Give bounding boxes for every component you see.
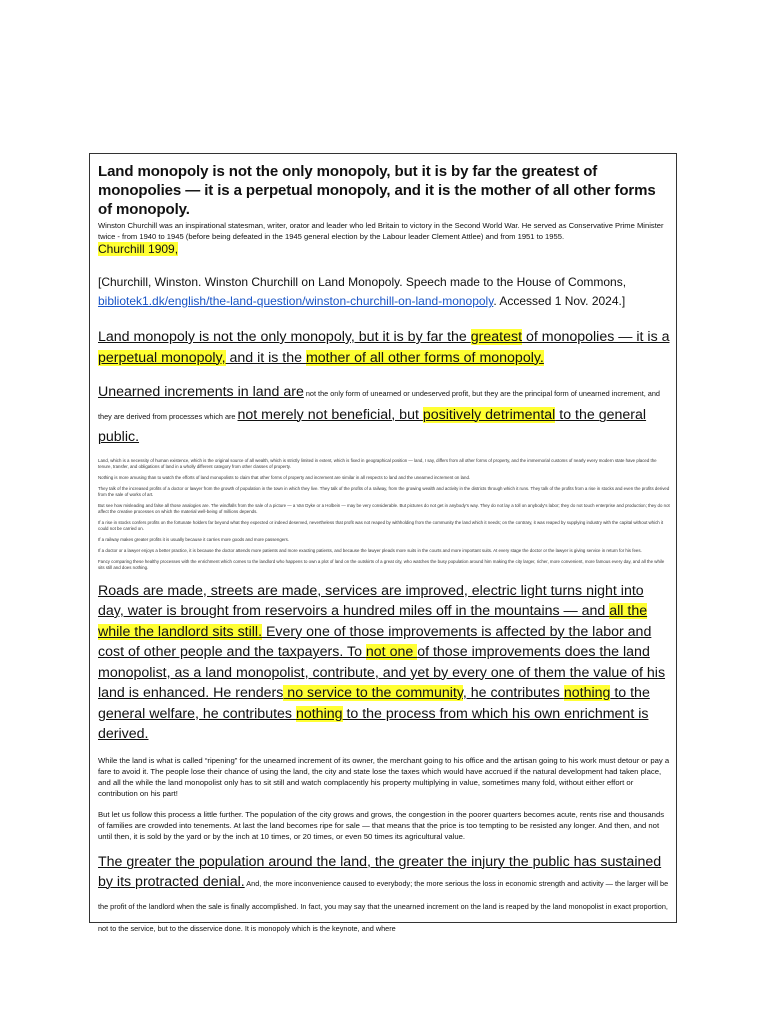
roads-text-e: to the general welfare, he contributes <box>98 685 650 722</box>
fine-print-paragraph: If a railway makes greater profits it is usually because it carries more goods and more passengers. <box>98 536 290 542</box>
highlight-nothing-1: nothing <box>563 685 611 701</box>
attribution <box>98 242 670 257</box>
quote1-text-c: and it is the <box>225 349 306 366</box>
fine-print-paragraph: They talk of the increased profits of a doctor or lawyer from the growth of population in the town in which they live. They talk of the profits of a railway, from the growing wealth and activity in the districts through which it runs. They talk of the profits from a rise in stocks and even the profits derived from the sale of works of art. <box>98 485 670 497</box>
highlight-perpetual-monopoly: perpetual monopoly, <box>98 349 226 366</box>
citation-link[interactable]: bibliotek1.dk/english/the-land-question/winston-churchill-on-land-monopoly <box>98 294 494 308</box>
author-bio: Winston Churchill was an inspirational statesman, writer, orator and leader who led Britain to victory in the Second World War. He served as Conservative Prime Minister twice - from 1940 to 1945 (before being defeated in the 1945 general election by the Labour leader Clement Attlee) and from 1951 to 1955. <box>98 221 664 241</box>
highlight-positively-detrimental: positively detrimental <box>422 406 556 423</box>
quote2-big-c: to the general public. <box>98 406 647 445</box>
highlight-no-service: no service to the community <box>283 685 463 701</box>
roads-text-d: , he contributes <box>462 685 564 701</box>
quote2-small: not the only form of unearned or undeserved profit, but they are the principal form of unearned increment, and they are derived from processes which are <box>98 389 660 421</box>
citation-text-after: . Accessed 1 Nov. 2024.] <box>493 294 626 308</box>
body-paragraph-process: But let us follow this process a little further. The population of the city grows and grows, the congestion in the poorer quarters becomes acute, rents rise and thousands of families are crowded into tenements. At last the land becomes ripe for sale — that means that the price is too tempting to be resisted any longer. And then, and not until then, it is sold by the yard or by the inch at 10 times, or 20 times, or even 50 times its agricultural value. <box>98 809 665 841</box>
attribution-highlight: Churchill 1909, <box>98 242 179 256</box>
quote2-big-b: not merely not beneficial, but <box>237 406 423 423</box>
fine-print-paragraph: But see how misleading and false all those analogies are. The windfalls from the sale of a picture — a Van Dyke or a Holbein — may be very considerable. But pictures do not get in anybody's way. They do not lay a toll on anybody's labor; they do not touch enterprise and production; they do not affect the creative processes on which the material well-being of millions depends. <box>98 502 670 514</box>
roads-text-a: Roads are made, streets are made, services are improved, electric light turns night into day, water is brought from reservoirs a hundred miles off in the mountains — and <box>98 582 644 619</box>
fine-print-paragraph: If a doctor or a lawyer enjoys a better practice, it is because the doctor attends more patients and more exacting patients, and because the lawyer pleads more suits in the courts and more important suits. At every stage the doctor or the lawyer is giving service in return for his fees. <box>98 547 642 553</box>
document-content <box>98 162 670 940</box>
highlight-not-one: not one <box>365 644 418 660</box>
body-paragraph-ripening: While the land is what is called “ripening” for the unearned increment of its owner, the merchant going to his office and the artisan going to his work must detour or pay a fare to avoid it. The people lose their chance of using the land, the city and state lose the taxes which would have accrued if the natural development had taken place, and all the while the land monopolist only has to sit still and watch complacently his property multiplying in value, sometimes many fold, without either effort or contribution on his part! <box>98 755 670 798</box>
quote-greater-population <box>98 852 670 940</box>
citation <box>98 273 670 311</box>
roads-text-b: Every one of those improvements is affected by the labor and cost of other people and the taxpayers. To <box>98 623 652 660</box>
final-big-text: The greater the population around the land, the greater the injury the public has sustained by its protracted denial. <box>98 853 662 890</box>
fine-print-section <box>98 458 670 571</box>
highlight-landlord-sits-still: all the while the landlord sits still. <box>98 603 648 640</box>
quote-roads-are-made <box>98 581 670 745</box>
document-page <box>89 153 677 933</box>
quote-title: Land monopoly is not the only monopoly, but it is by far the greatest of monopolies — it is a perpetual monopoly, and it is the mother of all other forms of monopoly. <box>98 163 656 218</box>
roads-text-f: to the process from which his own enrichment is derived. <box>98 705 649 742</box>
final-small-text: And, the more inconvenience caused to everybody; the more serious the loss in economic strength and activity — the larger will be the profit of the landlord when the sale is finally accomplished. In fact, you may say that the unearned increment on the land is reaped by the land monopolist in exact proportion, not to the service, but to the disservice done. It is monopoly which is the keynote, and where <box>98 879 669 933</box>
quote2-big-a: Unearned increments in land are <box>98 384 304 400</box>
fine-print-paragraph: If a rise in stocks confers profits on the fortunate holders far beyond what they expected or indeed deserved, nevertheless that profit was not reaped by withholding from the community the land which it needs; on the contrary, it was reaped by supplying industry with the capital without which it could not be carried on. <box>98 519 664 531</box>
highlight-greatest: greatest <box>470 329 523 345</box>
quote-unearned-increments <box>98 382 670 448</box>
citation-text-before: [Churchill, Winston. Winston Churchill on Land Monopoly. Speech made to the House of Commons, <box>98 275 627 289</box>
roads-text-c: of those improvements does the land monopolist, as a land monopolist, contribute, and yet by every one of them the value of his land is enhanced. He renders <box>98 644 666 701</box>
highlight-mother-of-monopoly: mother of all other forms of monopoly. <box>305 349 544 366</box>
quote1-text-b: of monopolies — it is a <box>522 329 670 345</box>
highlight-nothing-2: nothing <box>295 705 343 722</box>
fine-print-paragraph: Nothing is more amusing than to watch the efforts of land monopolists to claim that other forms of property and increment are similar in all respects to land and the unearned increment on land. <box>98 474 471 480</box>
fine-print-paragraph: Land, which is a necessity of human existence, which is the original source of all wealth, which is strictly limited in extent, which is fixed in geographical position — land, I say, differs from all other forms of property, and the immemorial customs of nearly every modern state have placed the tenure, transfer, and obligations of land in a wholly different category from other classes of property. <box>98 457 657 469</box>
fine-print-paragraph: Fancy comparing these healthy processes with the enrichment which comes to the landlord who happens to own a plot of land on the outskirts of a great city, who watches the busy population around him making the city larger, richer, more convenient, more famous every day, and all the while sits still and does nothing. <box>98 558 665 570</box>
quote-perpetual-monopoly <box>98 327 670 368</box>
quote1-text-a: Land monopoly is not the only monopoly, but it is by far the <box>98 329 471 345</box>
